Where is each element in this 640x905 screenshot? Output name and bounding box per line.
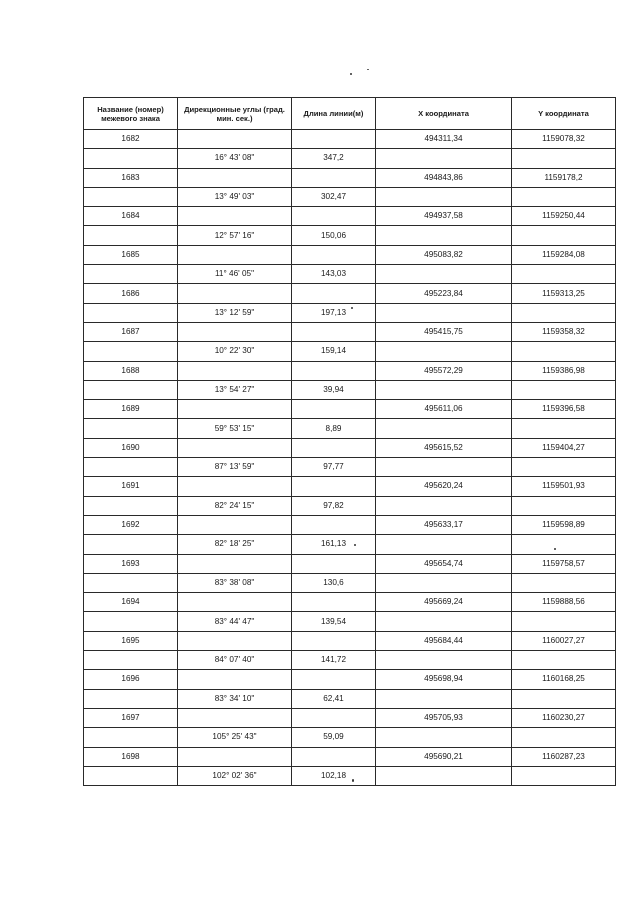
cell-x-coordinate: 495690,21 [376, 747, 512, 766]
cell-bearing [178, 593, 292, 612]
cell-sign-name [84, 187, 178, 206]
table-row [84, 380, 616, 399]
cell-x-coordinate [376, 496, 512, 515]
cell-bearing [178, 400, 292, 419]
cell-bearing [178, 747, 292, 766]
cell-x-coordinate: 495415,75 [376, 322, 512, 341]
cell-x-coordinate [376, 728, 512, 747]
cell-sign-name: 1695 [84, 631, 178, 650]
cell-line-length [292, 515, 376, 534]
table-row [84, 284, 616, 303]
table-row [84, 245, 616, 264]
cell-bearing [178, 130, 292, 149]
table-body [84, 130, 616, 786]
cell-bearing: 13° 54' 27" [178, 380, 292, 399]
cell-line-length: 159,14 [292, 342, 376, 361]
cell-line-length: 8,89 [292, 419, 376, 438]
cell-x-coordinate: 495620,24 [376, 477, 512, 496]
cell-x-coordinate [376, 149, 512, 168]
cell-y-coordinate: 1159501,93 [512, 477, 616, 496]
header-row [84, 98, 616, 130]
cell-y-coordinate: 1159758,57 [512, 554, 616, 573]
table-row [84, 515, 616, 534]
cell-line-length [292, 477, 376, 496]
cell-x-coordinate: 495684,44 [376, 631, 512, 650]
cell-x-coordinate [376, 226, 512, 245]
cell-y-coordinate [512, 303, 616, 322]
cell-bearing: 82° 24' 15" [178, 496, 292, 515]
cell-bearing: 84° 07' 40" [178, 651, 292, 670]
table-row [84, 226, 616, 245]
cell-x-coordinate: 495083,82 [376, 245, 512, 264]
cell-bearing [178, 515, 292, 534]
table-row [84, 458, 616, 477]
cell-y-coordinate [512, 612, 616, 631]
cell-y-coordinate: 1159250,44 [512, 207, 616, 226]
cell-sign-name [84, 458, 178, 477]
cell-line-length: 97,82 [292, 496, 376, 515]
cell-bearing: 10° 22' 30" [178, 342, 292, 361]
cell-x-coordinate: 494843,86 [376, 168, 512, 187]
cell-y-coordinate [512, 496, 616, 515]
cell-sign-name [84, 496, 178, 515]
cell-line-length: 62,41 [292, 689, 376, 708]
cell-sign-name: 1682 [84, 130, 178, 149]
cell-line-length: 143,03 [292, 265, 376, 284]
cell-sign-name: 1683 [84, 168, 178, 187]
cell-sign-name [84, 419, 178, 438]
cell-bearing: 13° 12' 59" [178, 303, 292, 322]
table-row [84, 438, 616, 457]
cell-x-coordinate: 494311,34 [376, 130, 512, 149]
cell-y-coordinate: 1159358,32 [512, 322, 616, 341]
cell-sign-name [84, 380, 178, 399]
cell-line-length: 59,09 [292, 728, 376, 747]
cell-sign-name: 1684 [84, 207, 178, 226]
header-x-coordinate: X координата [376, 98, 512, 130]
table-row [84, 651, 616, 670]
cell-y-coordinate [512, 149, 616, 168]
cell-bearing: 13° 49' 03" [178, 187, 292, 206]
table-row [84, 207, 616, 226]
cell-x-coordinate: 495572,29 [376, 361, 512, 380]
cell-line-length [292, 747, 376, 766]
cell-sign-name: 1689 [84, 400, 178, 419]
header-bearing: Дирекционные углы (град. мин. сек.) [178, 98, 292, 130]
cell-sign-name [84, 226, 178, 245]
cell-line-length [292, 554, 376, 573]
table-row [84, 747, 616, 766]
cell-sign-name [84, 342, 178, 361]
cell-sign-name [84, 149, 178, 168]
cell-line-length [292, 670, 376, 689]
cell-bearing [178, 245, 292, 264]
table-row [84, 708, 616, 727]
cell-bearing: 12° 57' 16" [178, 226, 292, 245]
cell-y-coordinate [512, 651, 616, 670]
table-row [84, 419, 616, 438]
cell-bearing: 83° 44' 47" [178, 612, 292, 631]
cell-sign-name [84, 573, 178, 592]
table-row [84, 554, 616, 573]
table-row [84, 303, 616, 322]
header-y-coordinate: Y координата [512, 98, 616, 130]
cell-x-coordinate: 495615,52 [376, 438, 512, 457]
cell-sign-name [84, 303, 178, 322]
cell-line-length [292, 322, 376, 341]
table-row [84, 728, 616, 747]
cell-sign-name [84, 689, 178, 708]
cell-sign-name: 1688 [84, 361, 178, 380]
cell-bearing [178, 708, 292, 727]
cell-y-coordinate: 1159386,98 [512, 361, 616, 380]
cell-bearing [178, 207, 292, 226]
cell-sign-name [84, 612, 178, 631]
boundary-coordinates-table [83, 97, 616, 786]
cell-line-length: 97,77 [292, 458, 376, 477]
cell-y-coordinate: 1160027,27 [512, 631, 616, 650]
cell-x-coordinate [376, 573, 512, 592]
cell-bearing: 16° 43' 08" [178, 149, 292, 168]
cell-x-coordinate: 495611,06 [376, 400, 512, 419]
cell-x-coordinate: 495633,17 [376, 515, 512, 534]
cell-sign-name: 1697 [84, 708, 178, 727]
table-row [84, 535, 616, 554]
cell-line-length: 130,6 [292, 573, 376, 592]
cell-x-coordinate [376, 612, 512, 631]
cell-x-coordinate: 495698,94 [376, 670, 512, 689]
table-row [84, 400, 616, 419]
cell-x-coordinate [376, 303, 512, 322]
cell-y-coordinate [512, 535, 616, 554]
cell-line-length: 161,13 [292, 535, 376, 554]
cell-sign-name: 1686 [84, 284, 178, 303]
cell-y-coordinate: 1160230,27 [512, 708, 616, 727]
cell-y-coordinate: 1160287,23 [512, 747, 616, 766]
cell-y-coordinate [512, 689, 616, 708]
table-row [84, 361, 616, 380]
cell-line-length [292, 168, 376, 187]
cell-line-length [292, 438, 376, 457]
table-row [84, 573, 616, 592]
cell-bearing: 83° 34' 10" [178, 689, 292, 708]
cell-sign-name: 1690 [84, 438, 178, 457]
cell-y-coordinate: 1159888,56 [512, 593, 616, 612]
cell-bearing [178, 322, 292, 341]
cell-bearing: 83° 38' 08" [178, 573, 292, 592]
table-row [84, 631, 616, 650]
cell-bearing: 11° 46' 05" [178, 265, 292, 284]
cell-x-coordinate [376, 342, 512, 361]
table-row [84, 322, 616, 341]
table-row [84, 342, 616, 361]
cell-line-length [292, 593, 376, 612]
cell-line-length: 302,47 [292, 187, 376, 206]
cell-sign-name: 1693 [84, 554, 178, 573]
cell-y-coordinate [512, 766, 616, 785]
table-row [84, 130, 616, 149]
cell-line-length [292, 708, 376, 727]
cell-line-length: 139,54 [292, 612, 376, 631]
table-row [84, 265, 616, 284]
cell-sign-name: 1696 [84, 670, 178, 689]
cell-x-coordinate: 495654,74 [376, 554, 512, 573]
cell-y-coordinate: 1159284,08 [512, 245, 616, 264]
cell-y-coordinate [512, 419, 616, 438]
cell-y-coordinate [512, 265, 616, 284]
table-row [84, 187, 616, 206]
cell-bearing [178, 477, 292, 496]
cell-bearing: 105° 25' 43" [178, 728, 292, 747]
cell-y-coordinate [512, 380, 616, 399]
cell-line-length: 347,2 [292, 149, 376, 168]
cell-line-length [292, 400, 376, 419]
table-row [84, 168, 616, 187]
cell-line-length: 39,94 [292, 380, 376, 399]
cell-x-coordinate [376, 766, 512, 785]
table-row [84, 593, 616, 612]
cell-sign-name [84, 535, 178, 554]
scan-speck [350, 73, 352, 75]
cell-sign-name [84, 728, 178, 747]
cell-y-coordinate [512, 226, 616, 245]
table-row [84, 689, 616, 708]
cell-sign-name [84, 651, 178, 670]
cell-sign-name [84, 265, 178, 284]
cell-line-length [292, 245, 376, 264]
cell-line-length [292, 130, 376, 149]
cell-y-coordinate [512, 573, 616, 592]
cell-line-length [292, 361, 376, 380]
cell-y-coordinate: 1159396,58 [512, 400, 616, 419]
cell-line-length: 197,13 [292, 303, 376, 322]
cell-sign-name: 1691 [84, 477, 178, 496]
cell-line-length [292, 284, 376, 303]
cell-bearing: 59° 53' 15" [178, 419, 292, 438]
cell-bearing: 87° 13' 59" [178, 458, 292, 477]
cell-x-coordinate [376, 651, 512, 670]
cell-sign-name: 1698 [84, 747, 178, 766]
cell-sign-name: 1692 [84, 515, 178, 534]
cell-y-coordinate [512, 728, 616, 747]
cell-line-length [292, 207, 376, 226]
table-row [84, 149, 616, 168]
table-row [84, 477, 616, 496]
cell-line-length: 102,18 [292, 766, 376, 785]
cell-bearing [178, 670, 292, 689]
cell-y-coordinate [512, 458, 616, 477]
cell-line-length: 150,06 [292, 226, 376, 245]
cell-x-coordinate [376, 187, 512, 206]
cell-line-length: 141,72 [292, 651, 376, 670]
cell-sign-name [84, 766, 178, 785]
cell-bearing: 102° 02' 36" [178, 766, 292, 785]
cell-y-coordinate: 1159178,2 [512, 168, 616, 187]
cell-y-coordinate: 1159078,32 [512, 130, 616, 149]
cell-bearing [178, 284, 292, 303]
cell-sign-name: 1685 [84, 245, 178, 264]
header-line-length: Длина линии(м) [292, 98, 376, 130]
cell-sign-name: 1694 [84, 593, 178, 612]
cell-bearing [178, 631, 292, 650]
cell-x-coordinate [376, 380, 512, 399]
cell-x-coordinate [376, 458, 512, 477]
cell-y-coordinate: 1159598,89 [512, 515, 616, 534]
table-row [84, 612, 616, 631]
cell-x-coordinate [376, 265, 512, 284]
cell-bearing: 82° 18' 25" [178, 535, 292, 554]
header-sign-name: Название (номер) межевого знака [84, 98, 178, 130]
table-row [84, 496, 616, 515]
table-header [84, 98, 616, 130]
cell-y-coordinate: 1159313,25 [512, 284, 616, 303]
cell-bearing [178, 168, 292, 187]
cell-x-coordinate: 495223,84 [376, 284, 512, 303]
scan-speck [367, 69, 369, 70]
cell-line-length [292, 631, 376, 650]
cell-x-coordinate: 495669,24 [376, 593, 512, 612]
cell-y-coordinate: 1159404,27 [512, 438, 616, 457]
cell-x-coordinate [376, 535, 512, 554]
cell-y-coordinate: 1160168,25 [512, 670, 616, 689]
cell-x-coordinate [376, 419, 512, 438]
table-row [84, 766, 616, 785]
cell-x-coordinate: 495705,93 [376, 708, 512, 727]
cell-y-coordinate [512, 187, 616, 206]
cell-bearing [178, 361, 292, 380]
table-row [84, 670, 616, 689]
cell-x-coordinate: 494937,58 [376, 207, 512, 226]
cell-bearing [178, 554, 292, 573]
cell-x-coordinate [376, 689, 512, 708]
cell-bearing [178, 438, 292, 457]
cell-sign-name: 1687 [84, 322, 178, 341]
cell-y-coordinate [512, 342, 616, 361]
